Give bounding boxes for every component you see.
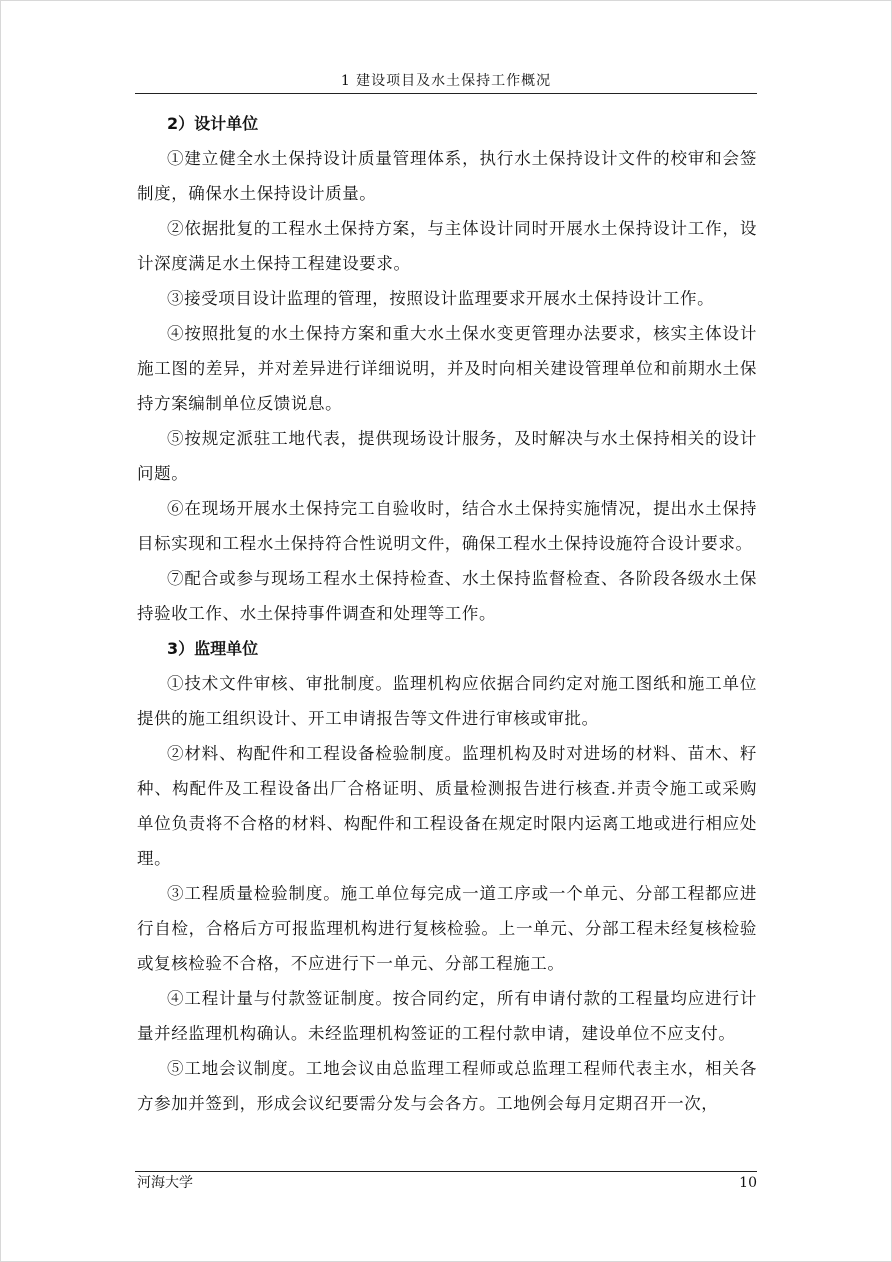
section-supervision-unit [137, 631, 757, 1121]
section-heading: 3）监理单位 [167, 639, 259, 658]
header-rule [135, 93, 757, 94]
paragraph: ⑥在现场开展水土保持完工自验收时，结合水土保持实施情况，提出水土保持目标实现和工程水土保持符合性说明文件，确保工程水土保持设施符合设计要求。 [137, 499, 757, 553]
paragraph: ⑤按规定派驻工地代表，提供现场设计服务，及时解决与水土保持相关的设计问题。 [137, 429, 757, 483]
page-number: 10 [739, 1175, 757, 1191]
paragraph: ④按照批复的水土保持方案和重大水土保水变更管理办法要求，核实主体设计施工图的差异，并对差异进行详细说明，并及时向相关建设管理单位和前期水土保持方案编制单位反馈说息。 [137, 324, 757, 413]
paragraph: ⑦配合或参与现场工程水土保持检查、水土保持监督检查、各阶段各级水土保持验收工作、水土保持事件调查和处理等工作。 [137, 569, 757, 623]
paragraph: ①技术文件审核、审批制度。监理机构应依据合同约定对施工图纸和施工单位提供的施工组织设计、开工申请报告等文件进行审核或审批。 [137, 674, 757, 728]
footer-institution: 河海大学 [137, 1175, 193, 1191]
section-heading: 2）设计单位 [167, 114, 259, 133]
paragraph: ③工程质量检验制度。施工单位每完成一道工序或一个单元、分部工程都应进行自检，合格后方可报监理机构进行复核检验。上一单元、分部工程未经复核检验或复核检验不合格，不应进行下一单元、分部工程施工。 [137, 884, 757, 973]
running-header: 1 建设项目及水土保持工作概况 [340, 73, 552, 89]
paragraph: ⑤工地会议制度。工地会议由总监理工程师或总监理工程师代表主水，相关各方参加并签到，形成会议纪要需分发与会各方。工地例会每月定期召开一次， [137, 1059, 757, 1113]
footer-rule [135, 1171, 757, 1172]
section-design-unit [137, 106, 757, 631]
paragraph: ①建立健全水土保持设计质量管理体系，执行水土保持设计文件的校审和会签制度，确保水土保持设计质量。 [137, 149, 757, 203]
paragraph: ③接受项目设计监理的管理，按照设计监理要求开展水土保持设计工作。 [167, 289, 715, 308]
paragraph: ④工程计量与付款签证制度。按合同约定，所有申请付款的工程量均应进行计量并经监理机构确认。未经监理机构签证的工程付款申请，建设单位不应支付。 [137, 989, 757, 1043]
body-text [137, 106, 757, 1121]
paragraph: ②依据批复的工程水土保持方案，与主体设计同时开展水土保持设计工作，设计深度满足水土保持工程建设要求。 [137, 219, 757, 273]
paragraph: ②材料、构配件和工程设备检验制度。监理机构及时对进场的材料、苗木、籽种、构配件及工程设备出厂合格证明、质量检测报告进行核查.并责令施工或采购单位负责将不合格的材料、构配件和工程设备在规定时限内运离工地或进行相应处理。 [137, 744, 757, 868]
